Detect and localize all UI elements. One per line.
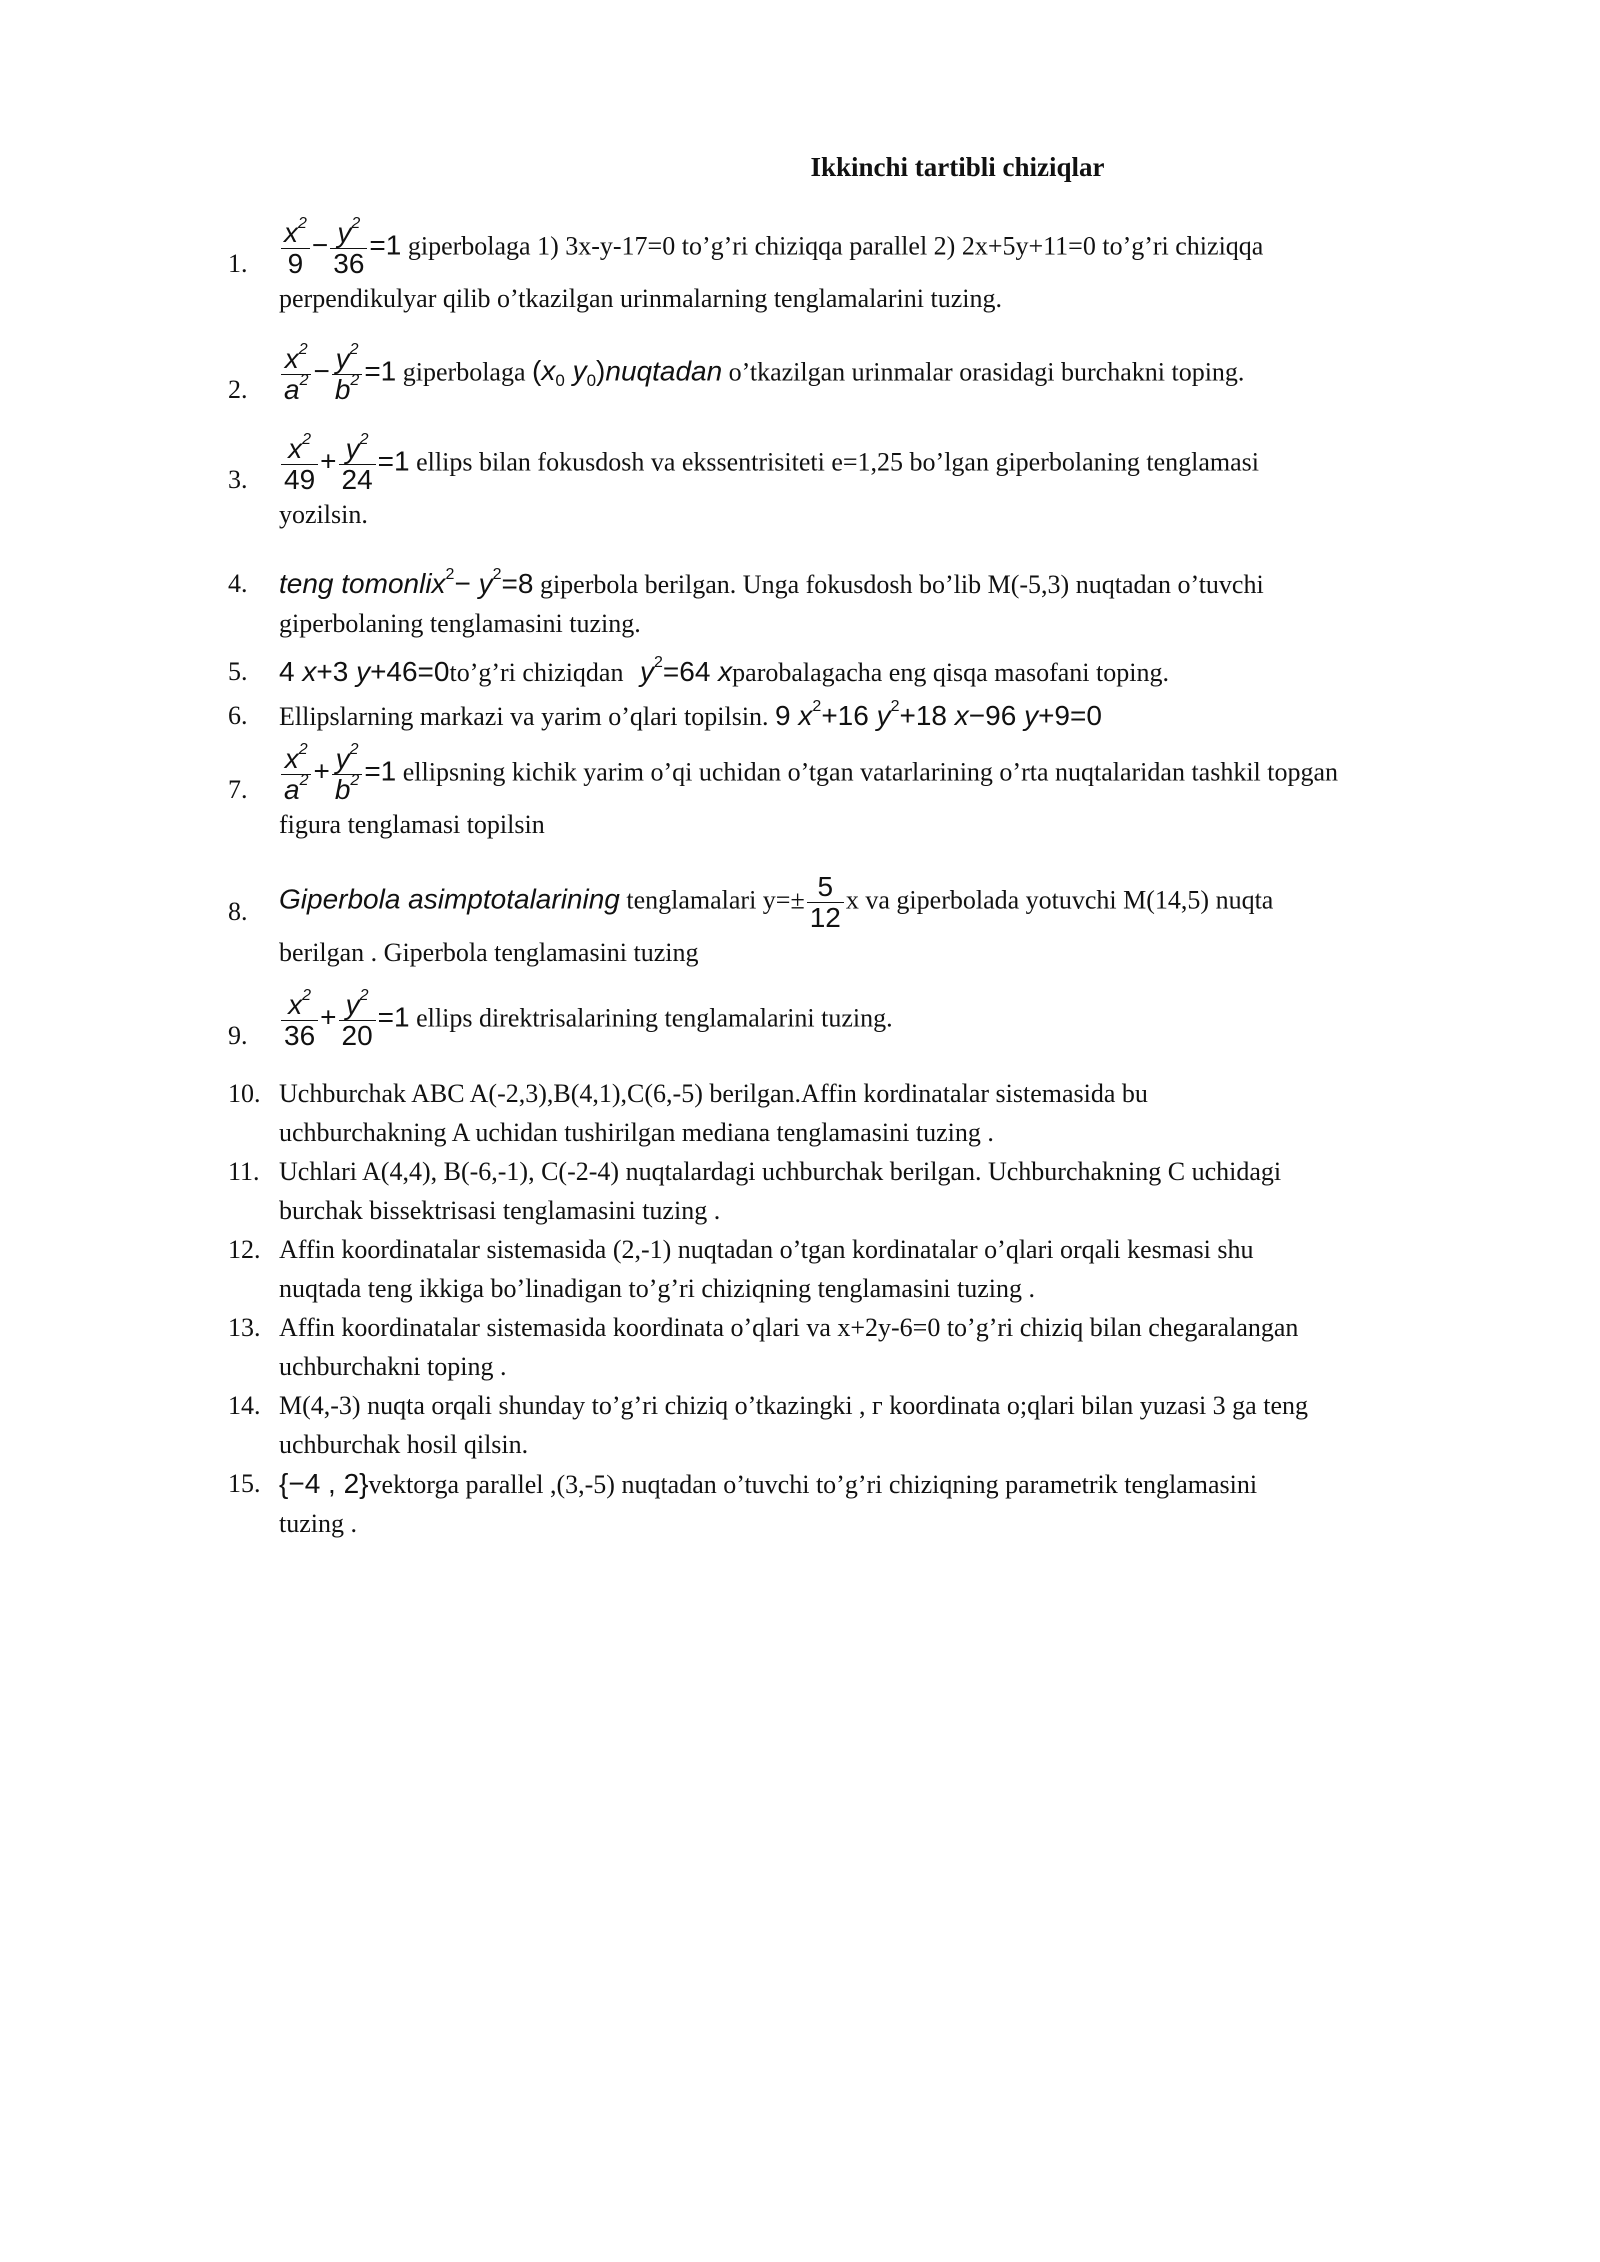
formula: $y^2=64$ x: [639, 654, 733, 687]
problem-number: 10.: [228, 1079, 261, 1108]
page-title: Ikkinchi tartibli chiziqlar: [810, 152, 1105, 182]
problem-number: 4.: [228, 569, 248, 598]
problem-number: 1.: [228, 249, 248, 278]
problem-6: [228, 696, 1518, 736]
problem-15: [228, 1464, 1518, 1543]
problem-number: 12.: [228, 1235, 261, 1264]
problem-number: 15.: [228, 1469, 261, 1498]
problem-7: 7. $\frac{x^2}{a^2}$ + $\frac{y^2}{b^2}$ =1 ellipsning kichik yarim o’qi uchidan o’tgan vatarlarining o’rta nuqtalaridan tashkil topgan figura tenglamasi topilsin: [228, 744, 1518, 844]
problem-number: 6.: [228, 701, 248, 730]
problem-5: [228, 652, 1518, 692]
problem-number: 7.: [228, 775, 248, 804]
problem-number: 5.: [228, 657, 248, 686]
problem-text: giperbolaning tenglamasini tuzing.: [279, 609, 641, 638]
formula: $\frac{y^2}{20}$: [339, 990, 376, 1051]
problem-text: Uchburchak ABC A(-2,3),B(4,1),C(6,-5) berilgan.Affin kordinatalar sistemasida bu: [279, 1079, 1148, 1108]
problem-number: 9.: [228, 1021, 248, 1050]
problem-12: [228, 1230, 1518, 1308]
formula: $\frac{y^2}{b^2}$: [332, 744, 362, 805]
formula: $\frac{x^2}{a^2}$: [281, 344, 311, 405]
problem-11: [228, 1152, 1518, 1230]
problem-text: giperbolaga 1) 3x-y-17=0 to’g’ri chiziqqa parallel 2) 2x+5y+11=0 to’g’ri chiziqqa: [407, 231, 1264, 261]
problem-text: Affin koordinatalar sistemasida koordinata o’qlari va x+2y-6=0 to’g’ri chiziq bilan chegaralangan: [279, 1313, 1299, 1342]
formula: $\frac{y^2}{b^2}$: [332, 344, 362, 405]
formula: $\frac{x^2}{9}$: [281, 218, 310, 279]
problem-4: [228, 564, 1518, 643]
problem-text: uchburchakning A uchidan tushirilgan mediana tenglamasini tuzing .: [279, 1118, 994, 1147]
problem-text: tuzing .: [279, 1509, 357, 1538]
problem-text: ellips direktrisalarining tenglamalarini tuzing.: [416, 1003, 893, 1033]
formula: $x^2- y^2=8$: [431, 566, 534, 599]
problem-text: yozilsin.: [279, 500, 368, 529]
formula: {−4 , 2}: [279, 1468, 369, 1499]
problem-text: uchburchakni toping .: [279, 1352, 507, 1381]
problem-text: Affin koordinatalar sistemasida (2,-1) nuqtadan o’tgan kordinatalar o’qlari orqali kesmasi shu: [279, 1235, 1254, 1264]
problem-text: Uchlari A(4,4), B(-6,-1), C(-2-4) nuqtalardagi uchburchak berilgan. Uchburchakning C uchidagi: [279, 1157, 1282, 1186]
problem-number: 2.: [228, 375, 248, 404]
formula-text: nuqtadan: [605, 355, 723, 387]
formula: 9 $x^2+16$ $y^2+18$ x−96 y+9=0: [775, 698, 1102, 731]
problem-number: 11.: [228, 1157, 260, 1186]
problem-text: parobalagacha eng qisqa masofani toping.: [732, 658, 1169, 687]
problem-3: 3. $\frac{x^2}{49}$ + $\frac{y^2}{24}$ =1 ellips bilan fokusdosh va ekssentrisiteti e=1,25 bo’lgan giperbolaning tenglamasi yozilsin.: [228, 434, 1518, 534]
problem-text: uchburchak hosil qilsin.: [279, 1430, 529, 1459]
problem-text: burchak bissektrisasi tenglamasini tuzing .: [279, 1196, 721, 1225]
problem-text: berilgan . Giperbola tenglamasini tuzing: [279, 938, 699, 967]
problem-2: 2. $\frac{x^2}{a^2}$ − $\frac{y^2}{b^2}$ =1 giperbolaga ($x_0$ $y_0)nuqtadan$ o’tkazilgan urinmalar orasidagi burchakni toping.: [228, 344, 1518, 405]
problem-text: o’tkazilgan urinmalar orasidagi burchakni toping.: [728, 357, 1245, 387]
problem-number: 8.: [228, 897, 248, 926]
formula: 4 x+3 y+46=0: [279, 656, 450, 687]
problem-text: Ellipslarning markazi va yarim o’qlari topilsin.: [279, 702, 769, 731]
formula: ($x_0$ $y_0$): [532, 355, 606, 391]
problem-9: 9. $\frac{x^2}{36}$ + $\frac{y^2}{20}$ =1 ellips direktrisalarining tenglamalarini tuzing.: [228, 990, 1518, 1051]
problem-number: 14.: [228, 1391, 261, 1420]
problem-text: tenglamalari y=±: [626, 885, 805, 915]
problem-text: giperbolaga: [402, 357, 526, 387]
problem-10: [228, 1074, 1518, 1152]
problem-text: figura tenglamasi topilsin: [279, 810, 545, 839]
problem-text: to’g’ri chiziqdan: [449, 658, 624, 687]
formula: $\frac{x^2}{36}$: [281, 990, 318, 1051]
problem-14: [228, 1386, 1518, 1464]
formula: $\frac{x^2}{a^2}$: [281, 744, 311, 805]
formula: $\frac{y^2}{36}$: [330, 218, 367, 279]
problem-text: giperbola berilgan. Unga fokusdosh bo’lib M(-5,3) nuqtadan o’tuvchi: [539, 570, 1264, 599]
problem-text: ellipsning kichik yarim o’qi uchidan o’tgan vatarlarining o’rta nuqtalaridan tashkil topgan: [402, 757, 1339, 787]
problem-text: x va giperbolada yotuvchi M(14,5) nuqta: [845, 885, 1274, 915]
problem-text: vektorga parallel ,(3,-5) nuqtadan o’tuvchi to’g’ri chiziqning parametrik tenglamasini: [368, 1470, 1258, 1499]
formula-text: Giperbola asimptotalarining: [279, 883, 620, 915]
formula: $\frac{5}{12}$: [807, 872, 844, 933]
formula: $\frac{x^2}{49}$: [281, 434, 318, 495]
formula-text: teng tomonli: [279, 568, 432, 599]
problem-number: 13.: [228, 1313, 261, 1342]
problem-text: perpendikulyar qilib o’tkazilgan urinmalarning tenglamalarini tuzing.: [279, 284, 1002, 313]
problem-text: ellips bilan fokusdosh va ekssentrisiteti e=1,25 bo’lgan giperbolaning tenglamasi: [416, 447, 1260, 477]
problem-13: [228, 1308, 1518, 1386]
problem-1: 1. $\frac{x^2}{9}$ − $\frac{y^2}{36}$ =1 giperbolaga 1) 3x-y-17=0 to’g’ri chiziqqa parallel 2) 2x+5y+11=0 to’g’ri chiziqqa perpendikulyar qilib o’tkazilgan urinmalarning tenglamalarini tuzing.: [228, 218, 1518, 318]
problem-number: 3.: [228, 465, 248, 494]
formula: $\frac{y^2}{24}$: [339, 434, 376, 495]
problem-text: M(4,-3) nuqta orqali shunday to’g’ri chiziq o’tkazingki , г koordinata o;qlari bilan yuzasi 3 ga teng: [279, 1391, 1308, 1420]
problem-8: [228, 872, 1518, 972]
problem-text: nuqtada teng ikkiga bo’linadigan to’g’ri chiziqning tenglamasini tuzing .: [279, 1274, 1035, 1303]
